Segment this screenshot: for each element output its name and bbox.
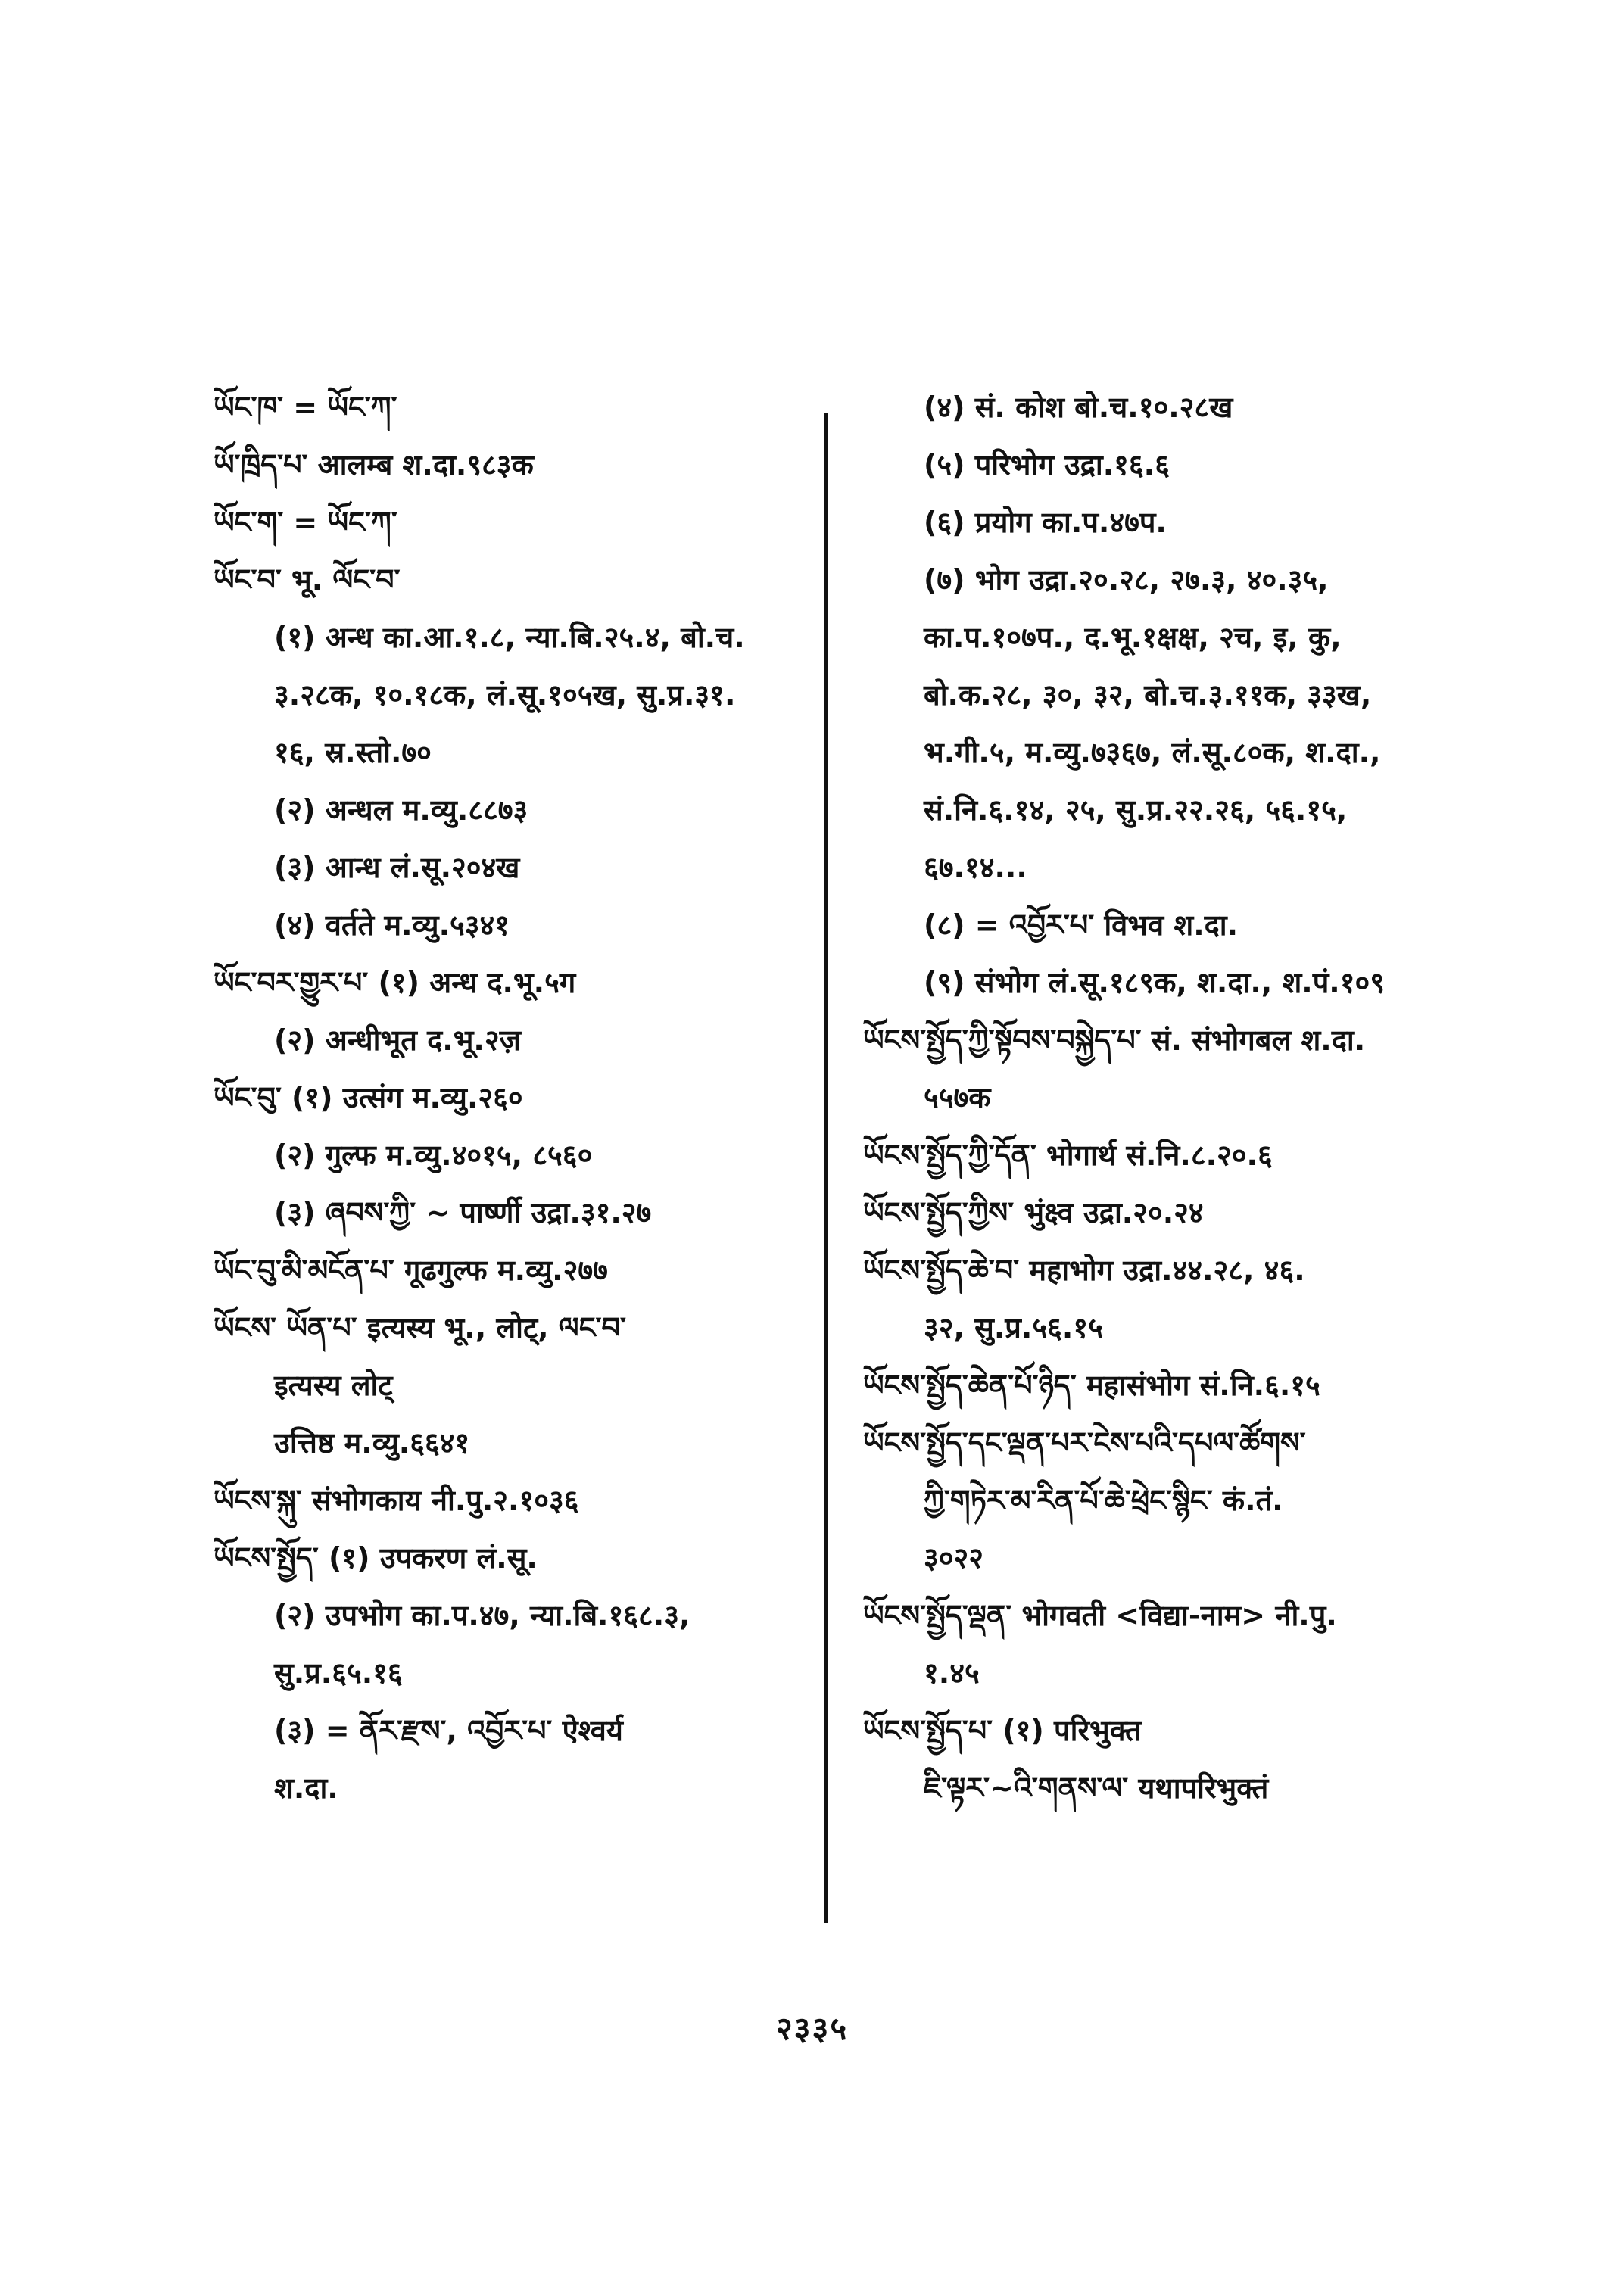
entry-continuation-line: (२) गुल्फ म.व्यु.४०१५, ८५६० [274,1139,593,1172]
entry-headword-line: ཡོངས་སྤྱོད་པ་ (१) परिभुक्त [863,1714,1142,1747]
entry-continuation-line: का.प.१०७प., द.भू.१क्षक्ष, २च, इ, कु, [924,621,1342,654]
entry-continuation-line: ६७.१४... [924,851,1027,884]
entry-continuation-line: ३२, सु.प्र.५६.१५ [924,1311,1103,1344]
entry-continuation-line: सु.प्र.६५.१६ [274,1656,403,1690]
entry-headword-line: ཡོངས་སྤྱོད་ཆེན་པོ་ཉིད་ महासंभोग सं.नि.६.१५ [863,1369,1320,1402]
entry-continuation-line: बो.क.२८, ३०, ३२, बो.च.३.११क, ३३ख, [924,678,1372,712]
entry-continuation-line: (४) सं. कोश बो.च.१०.२८ख [924,391,1233,424]
entry-continuation-line: (५) परिभोग उद्रा.१६.६ [924,448,1170,481]
column-divider [824,413,828,1923]
entry-headword-line: ཡོངས་སྤྱོད་ལྡན་ भोगवती <विद्या-नाम> नी.पु. [863,1599,1337,1632]
entry-continuation-line: (३) ཞབས་ཀྱི་ ~ पार्ष्णी उद्रा.३१.२७ [274,1196,652,1229]
entry-continuation-line: (४) वर्तते म.व्यु.५३४१ [274,908,510,942]
entry-headword-line: ཡོངས་སྤྱོད་ཀྱི་དོན་ भोगार्थ सं.नि.८.२०.६ [863,1139,1273,1172]
entry-continuation-line: सं.नि.६.१४, २५, सु.प्र.२२.२६, ५६.१५, [924,793,1348,827]
entry-continuation-line: (८) = འབྱོར་པ་ विभव श.दा. [924,908,1239,942]
entry-headword-line: ཡོང་བུ་ (१) उत्संग म.व्यु.२६० [214,1081,523,1114]
entry-continuation-line: ३.२८क, १०.१८क, लं.सू.१०५ख, सु.प्र.३१. [274,678,736,712]
entry-headword-line: ཡོངས་སྤྱོད་དང་ལྡན་པར་ངེས་པའི་དཔལ་ཚོགས་ [863,1426,1306,1460]
entry-continuation-line: इत्यस्य लोट् [274,1369,393,1402]
entry-continuation-line: श.दा. [274,1771,338,1805]
entry-headword-line: ཡོངས་སྤྱོད་ཀྱིས་ भुंक्ष्व उद्रा.२०.२४ [863,1196,1204,1229]
entry-headword-line: ཡོངས་ ཡོན་པ་ इत्यस्य भू., लोट्, ལང་བ་ [214,1311,626,1344]
entry-continuation-line: (२) उपभोग का.प.४७, न्या.बि.१६८.३, [274,1599,690,1632]
entry-continuation-line: ཀྱི་གཏེར་མ་རིན་པོ་ཆེ་ཕྲེང་སྙིང་ कं.तं. [924,1484,1283,1517]
entry-continuation-line: ३०२२ [924,1541,984,1575]
page-number: २३३५ [775,2010,849,2047]
entry-headword-line: ཡོང་བ་ भू. ལོང་བ་ [214,563,401,597]
entry-headword-line: ཡོངས་སྐུ་ संभोगकाय नी.पु.२.१०३६ [214,1484,579,1517]
entry-continuation-line: (३) आन्ध लं.सू.२०४ख [274,851,520,884]
entry-continuation-line: (२) अन्धीभूत द.भू.२ज़ [274,1023,521,1057]
entry-continuation-line: १.४५ [924,1656,980,1690]
entry-headword-line: ཡོངས་སྤྱོད་ (१) उपकरण लं.सू. [214,1541,538,1575]
entry-continuation-line: (१) अन्ध का.आ.१.८, न्या.बि.२५.४, बो.च. [274,621,745,654]
entry-continuation-line: १६, स्र.स्तो.७० [274,736,432,769]
entry-headword-line: ཡོང་ག་ = ཡོང་ཀ་ [214,506,397,539]
entry-continuation-line: (२) अन्धल म.व्यु.८८७३ [274,793,528,827]
entry-headword-line: ཡོངས་སྤྱོད་ཆེ་བ་ महाभोग उद्रा.४४.२८, ४६. [863,1254,1305,1287]
entry-continuation-line: ५५७क [924,1081,991,1114]
left-column [214,379,819,1817]
entry-continuation-line: उत्तिष्ठ म.व्यु.६६४१ [274,1426,470,1460]
entry-continuation-line: (७) भोग उद्रा.२०.२८, २७.३, ४०.३५, [924,563,1329,597]
entry-headword-line: ཡོང་བར་གྱུར་པ་ (१) अन्ध द.भू.५ग [214,966,576,999]
entry-headword-line: ཡོ་ཁྲིད་པ་ आलम्ब श.दा.९८३क [214,448,534,481]
entry-continuation-line: (९) संभोग लं.सू.१८९क, श.दा., श.पं.१०९ [924,966,1386,999]
entry-continuation-line: ཇི་ལྟར་~འི་གནས་ལ་ यथापरिभुक्तं [924,1771,1269,1805]
entry-headword-line: ཡོངས་སྤྱོད་ཀྱི་སྟོབས་བསྐྱེད་པ་ सं. संभोगबल श.दा. [863,1023,1366,1057]
right-column [863,379,1469,1817]
entry-headword-line: ཡོང་ཁ་ = ཡོང་ཀ་ [214,391,397,424]
entry-continuation-line: (३) = ནོར་རྫས་, འབྱོར་པ་ ऐश्वर्य [274,1714,623,1747]
entry-continuation-line: भ.गी.५, म.व्यु.७३६७, लं.सू.८०क, श.दा., [924,736,1381,769]
entry-headword-line: ཡོང་བུ་མི་མངོན་པ་ गूढगुल्फ म.व्यु.२७७ [214,1254,608,1287]
entry-continuation-line: (६) प्रयोग का.प.४७प. [924,506,1167,539]
